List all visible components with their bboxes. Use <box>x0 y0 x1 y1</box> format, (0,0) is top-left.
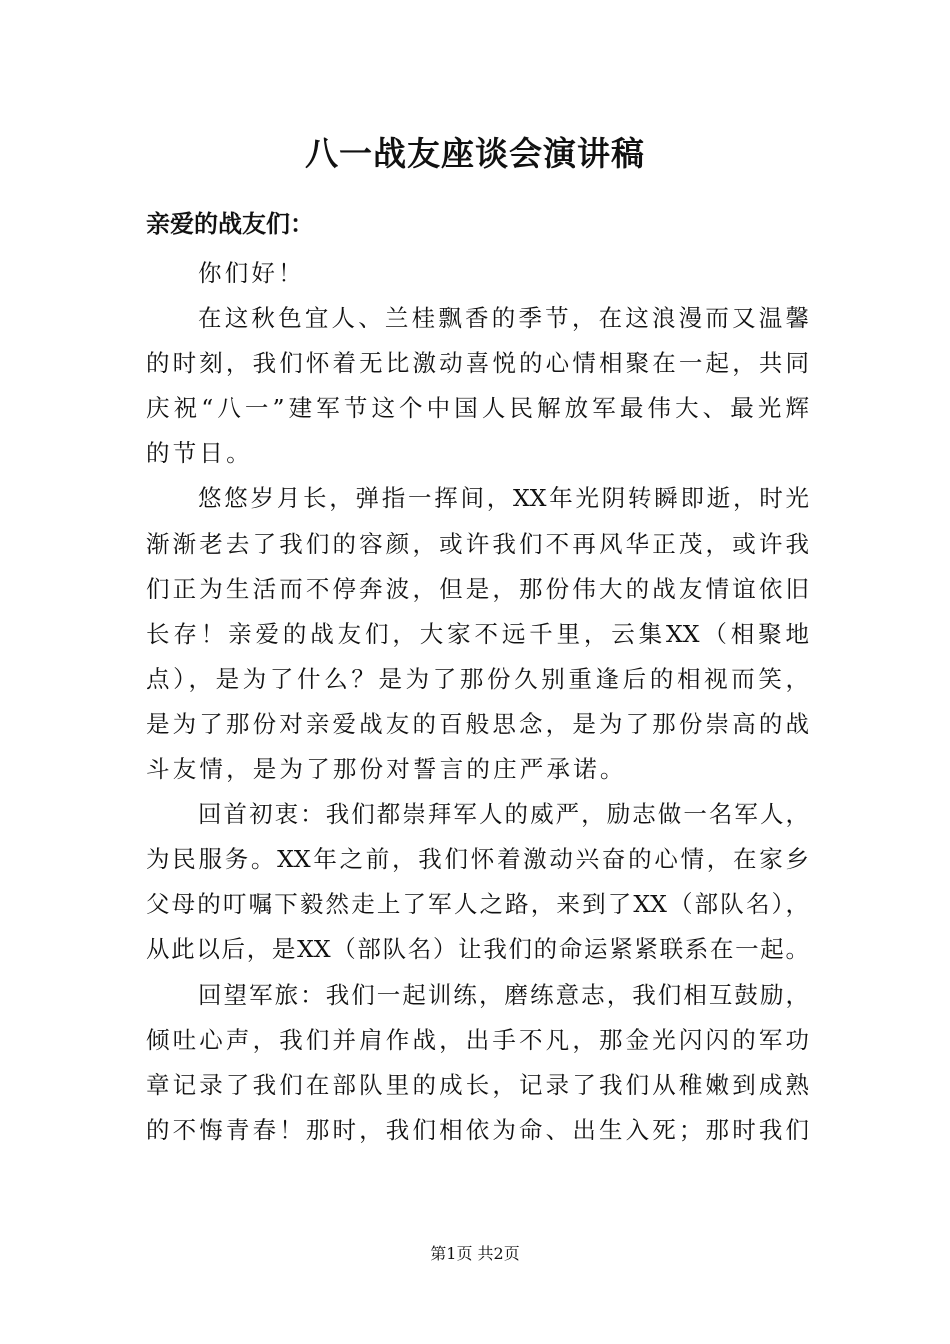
salutation: 亲爱的战友们： <box>146 209 314 238</box>
text-line: 章记录了我们在部队里的成长，记录了我们从稚嫩到成熟 <box>146 1070 809 1099</box>
page-title: 八一战友座谈会演讲稿 <box>305 134 645 173</box>
text-line: 的节日。 <box>146 439 253 468</box>
text-line: 渐渐老去了我们的容颜，或许我们不再风华正茂，或许我 <box>146 529 809 558</box>
text-line: 回首初衷：我们都崇拜军人的威严，励志做一名军人， <box>198 800 809 829</box>
page-footer: 第1页 共2页 <box>430 1244 520 1263</box>
text-line: 悠悠岁月长，弹指一挥间，XX年光阴转瞬即逝，时光 <box>198 484 809 513</box>
text-line: 斗友情，是为了那份对誓言的庄严承诺。 <box>146 755 627 784</box>
text-line: 是为了那份对亲爱战友的百般思念，是为了那份崇高的战 <box>146 709 809 738</box>
text-line: 从此以后，是XX（部队名）让我们的命运紧紧联系在一起。 <box>146 935 809 964</box>
text-line: 们正为生活而不停奔波，但是，那份伟大的战友情谊依旧 <box>146 574 809 603</box>
text-line: 回望军旅：我们一起训练，磨练意志，我们相互鼓励， <box>198 980 809 1009</box>
text-line: 在这秋色宜人、兰桂飘香的季节，在这浪漫而又温馨 <box>198 304 809 333</box>
text-line: 你们好！ <box>198 259 305 287</box>
text-line: 的不悔青春！那时，我们相依为命、出生入死；那时我们 <box>146 1115 809 1144</box>
text-line: 庆祝“八一”建军节这个中国人民解放军最伟大、最光辉 <box>146 394 809 423</box>
text-line: 长存！亲爱的战友们，大家不远千里，云集XX（相聚地 <box>146 619 809 648</box>
text-line: 父母的叮嘱下毅然走上了军人之路，来到了XX（部队名）， <box>146 890 809 919</box>
body-text <box>146 251 809 1153</box>
text-line: 为民服务。XX年之前，我们怀着激动兴奋的心情，在家乡 <box>146 845 809 874</box>
text-line: 倾吐心声，我们并肩作战，出手不凡，那金光闪闪的军功 <box>146 1025 809 1054</box>
text-line: 点），是为了什么？是为了那份久别重逢后的相视而笑， <box>146 664 809 693</box>
text-line: 的时刻，我们怀着无比激动喜悦的心情相聚在一起，共同 <box>146 349 809 378</box>
